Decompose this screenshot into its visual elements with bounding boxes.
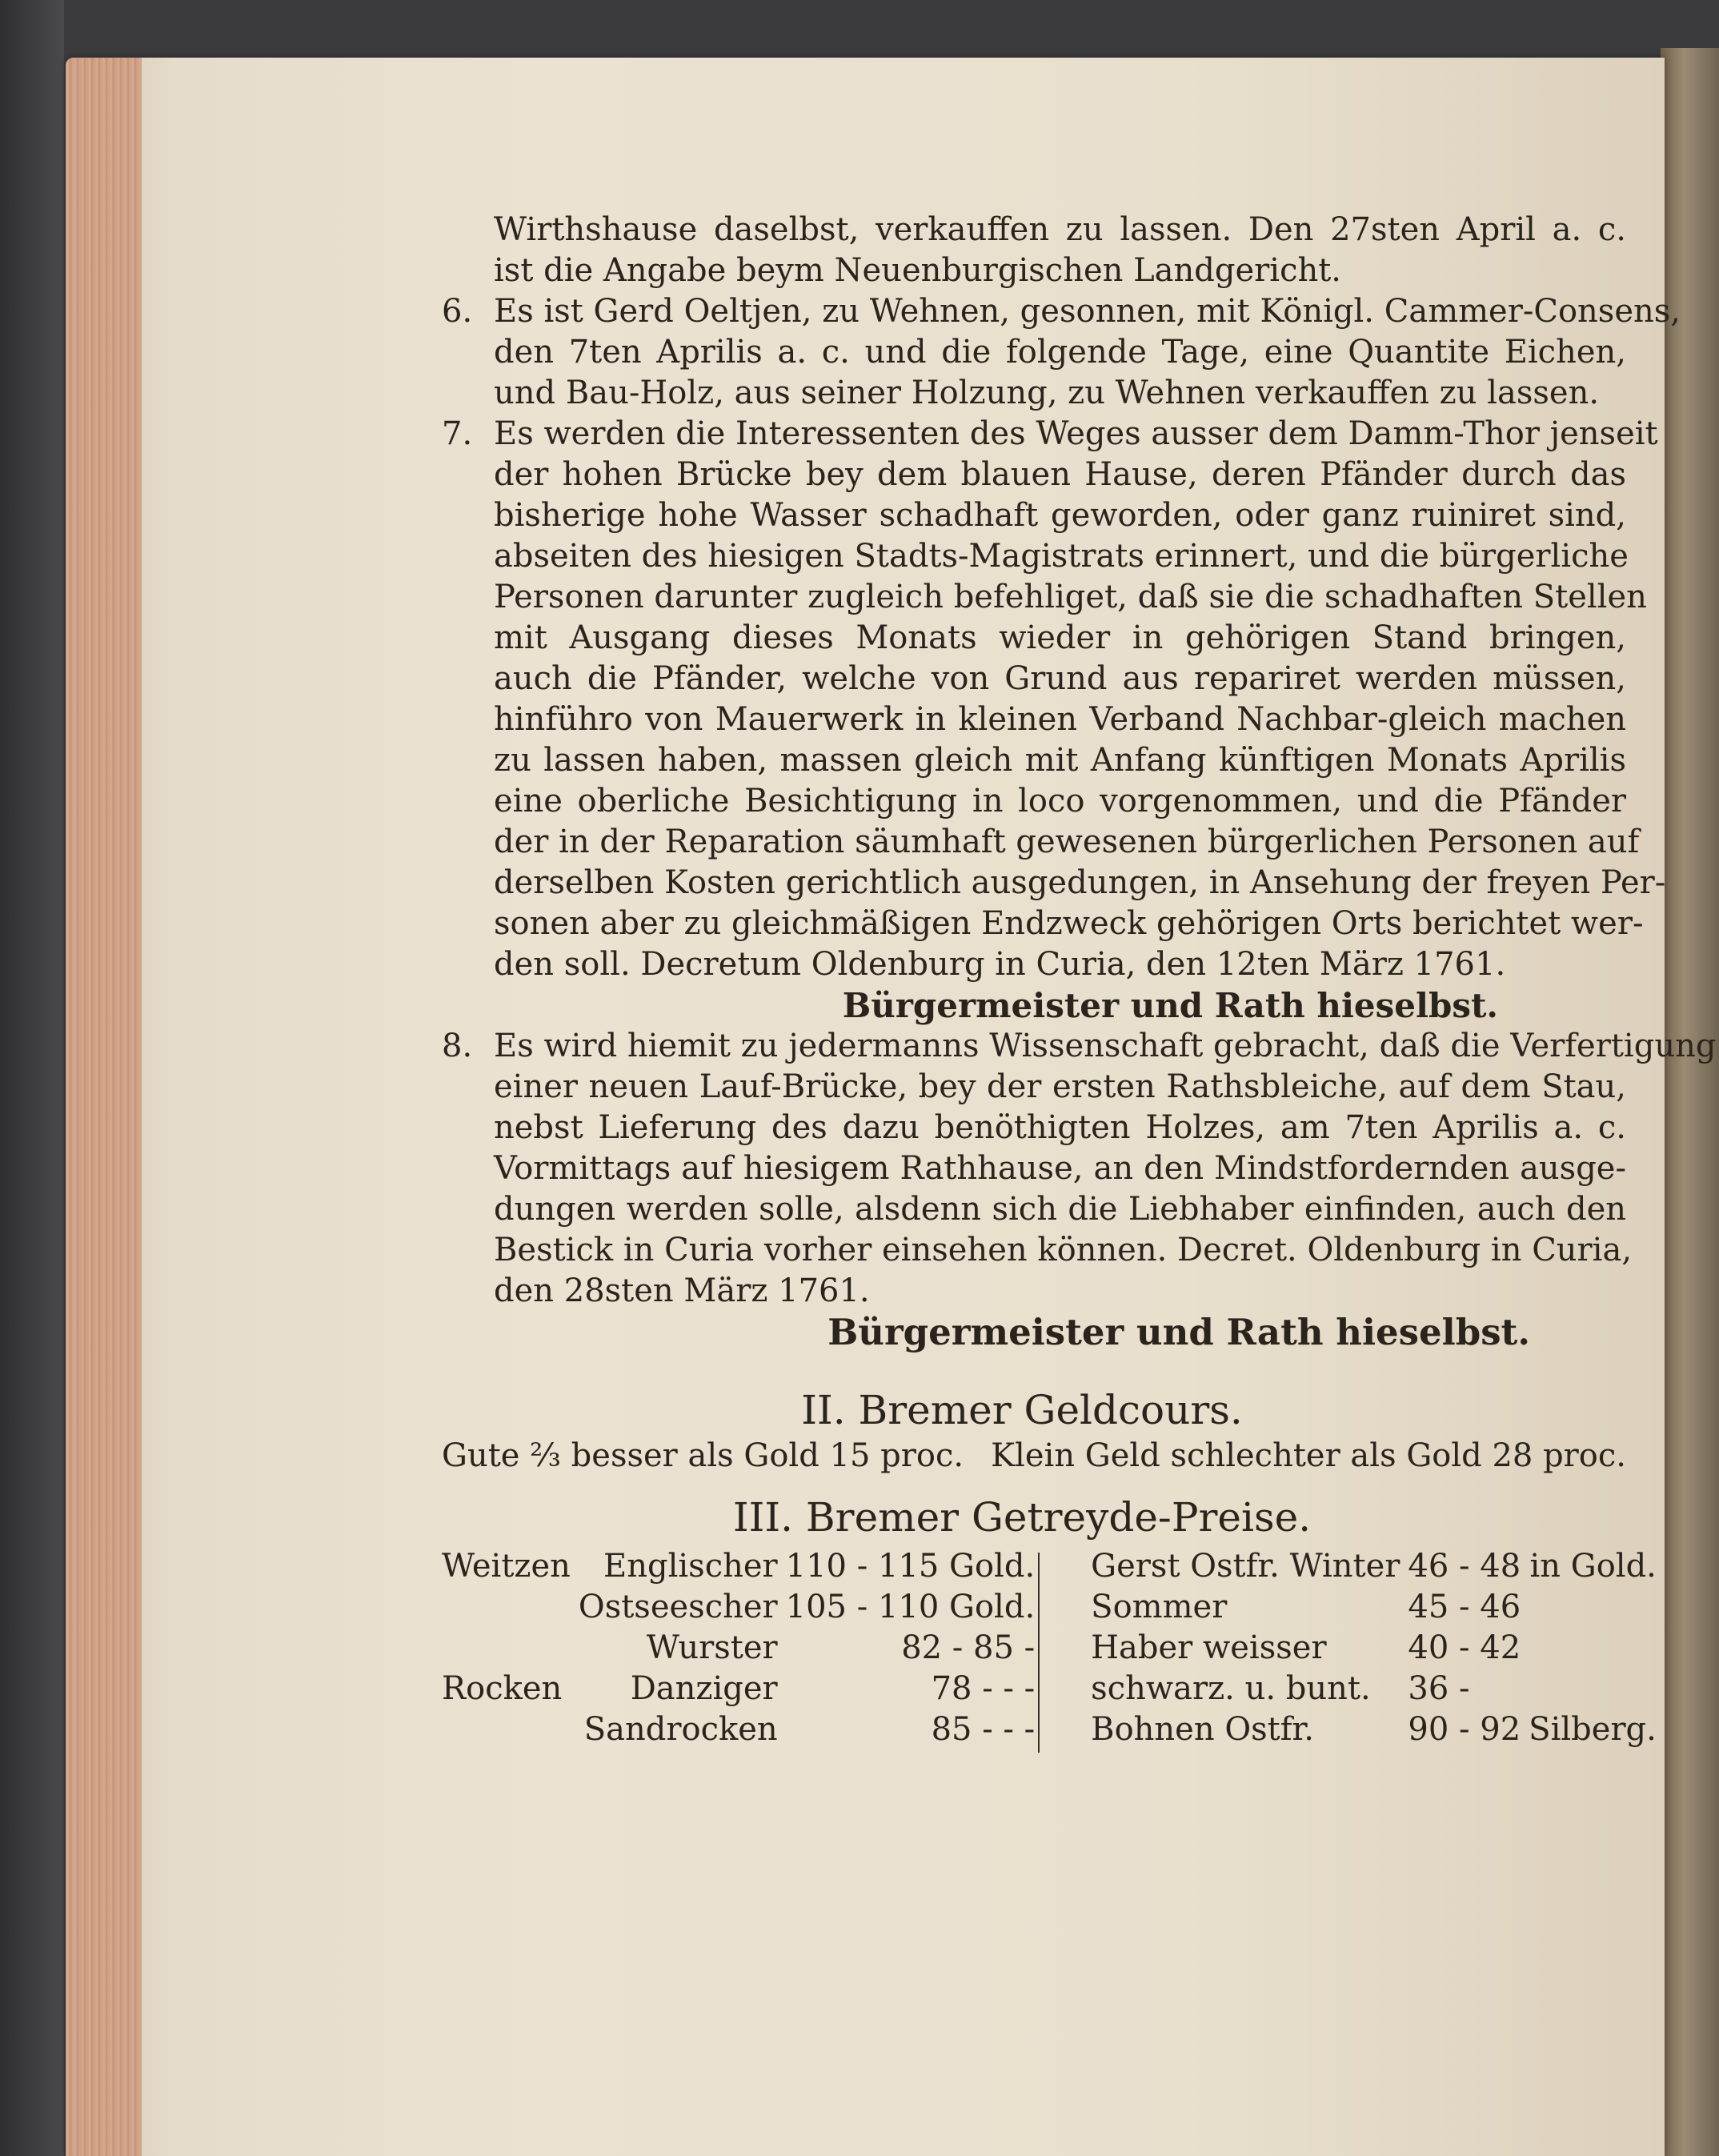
currency-unit (1529, 1628, 1665, 1669)
currency-unit: in Gold. (1529, 1548, 1657, 1585)
text-line: abseiten des hiesigen Stadts-Magistrats erinnert, und die bürgerliche (494, 538, 1629, 575)
exchange-rates (442, 1436, 1626, 1476)
currency-unit: Silberg. (1529, 1711, 1657, 1748)
grain-name: Bohnen Ostfr. (1091, 1711, 1314, 1748)
currency-unit (1529, 1669, 1665, 1709)
text-line: bisherige hohe Wasser schadhaft geworden, oder ganz ruiniret sind, (494, 497, 1626, 534)
section-heading-geldcours: II. Bremer Geldcours. (801, 1387, 1243, 1433)
grain-name: Haber weisser (1091, 1629, 1327, 1666)
price-row (442, 1587, 1665, 1628)
item-number: 8. (442, 1028, 473, 1064)
price-range: 82 - 85 - (901, 1629, 1036, 1666)
rate-left: Gute ⅔ besser als Gold 15 proc. (442, 1437, 964, 1474)
adjacent-page-edge (1661, 48, 1719, 2156)
rate-right: Klein Geld schlechter als Gold 28 proc. (991, 1437, 1626, 1474)
price-row (442, 1709, 1665, 1750)
text-line: den 7ten Aprilis a. c. und die folgende Tage, eine Quantite Eichen, (494, 334, 1626, 371)
text-line: derselben Kosten gerichtlich ausgedungen, in Ansehung der freyen Per- (494, 864, 1666, 901)
page-fore-edge (66, 58, 142, 2156)
text-line: mit Ausgang dieses Monats wieder in gehörigen Stand bringen, (494, 619, 1626, 656)
line-text: Es ist Gerd Oeltjen, zu Wehnen, gesonnen, mit Königl. Cammer-Consens, (494, 293, 1681, 330)
price-range: 36 - (1408, 1670, 1470, 1707)
text-line: Vormittags auf hiesigem Rathhause, an den Mindstfordernden ausge- (494, 1150, 1626, 1187)
item-continued (354, 210, 1626, 291)
text-line (354, 291, 1681, 332)
line-text: Es werden die Interessenten des Weges ausser dem Damm-Thor jenseit (494, 415, 1658, 452)
text-line: der in der Reparation säumhaft gewesenen bürgerlichen Personen auf (494, 824, 1640, 860)
grain-variety: Ostseescher (578, 1589, 778, 1625)
page (66, 58, 1717, 2156)
signature: Bürgermeister und Rath hieselbst. (827, 1311, 1530, 1353)
price-range: 45 - 46 (1408, 1589, 1521, 1625)
price-range: 78 - - - (931, 1670, 1036, 1707)
grain-variety: Danziger (630, 1670, 778, 1707)
signature: Bürgermeister und Rath hieselbst. (842, 986, 1498, 1025)
text-line (354, 414, 1658, 455)
text-line: einer neuen Lauf-Brücke, bey der ersten Rathsbleiche, auf dem Stau, (494, 1068, 1626, 1105)
item-7 (354, 414, 1666, 1026)
grain-name (442, 1587, 579, 1628)
grain-name: Weitzen (442, 1548, 571, 1585)
grain-name (442, 1709, 579, 1750)
price-range: 46 - 48 (1408, 1548, 1521, 1585)
text-line: den 28sten März 1761. (494, 1272, 870, 1309)
text-line: Bestick in Curia vorher einsehen können. Decret. Oldenburg in Curia, (494, 1232, 1633, 1268)
section-heading-getreyde-preise: III. Bremer Getreyde-Preise. (732, 1494, 1312, 1541)
price-table-grid (442, 1546, 1665, 1750)
text-line: nebst Lieferung des dazu benöthigten Holzes, am 7ten Aprilis a. c. (494, 1109, 1626, 1146)
text-line: auch die Pfänder, welche von Grund aus repariret werden müssen, (494, 660, 1626, 697)
price-row (442, 1546, 1665, 1587)
price-range: 85 - - - (931, 1711, 1036, 1748)
item-8 (354, 1026, 1717, 1353)
price-range: 105 - 110 Gold. (785, 1589, 1036, 1625)
price-range: 110 - 115 Gold. (785, 1548, 1036, 1585)
price-row (442, 1669, 1665, 1709)
column-divider (1038, 1553, 1040, 1753)
text-line: sonen aber zu gleichmäßigen Endzweck gehörigen Orts berichtet wer- (494, 905, 1644, 942)
grain-variety: Englischer (603, 1548, 778, 1585)
text-line: den soll. Decretum Oldenburg in Curia, den 12ten März 1761. (494, 946, 1506, 983)
grain-name: Gerst Ostfr. Winter (1091, 1548, 1400, 1585)
currency-unit (1529, 1587, 1665, 1628)
grain-name: schwarz. u. bunt. (1091, 1670, 1371, 1707)
page-content (354, 210, 1717, 1750)
price-range: 90 - 92 (1408, 1711, 1521, 1748)
text-line: dungen werden solle, alsdenn sich die Liebhaber einfinden, auch den (494, 1191, 1626, 1228)
price-row (442, 1628, 1665, 1669)
grain-variety: Sandrocken (583, 1711, 778, 1748)
item-6 (354, 291, 1681, 414)
text-line: Personen darunter zugleich befehliget, daß sie die schadhaften Stellen (494, 579, 1647, 615)
text-line: der hohen Brücke bey dem blauen Hause, deren Pfänder durch das (494, 456, 1626, 493)
price-table (442, 1546, 1657, 1750)
item-number: 6. (442, 293, 473, 330)
grain-name: Sommer (1091, 1589, 1228, 1625)
text-line: ist die Angabe beym Neuenburgischen Landgericht. (494, 252, 1342, 289)
text-line: zu lassen haben, massen gleich mit Anfang künftigen Monats Aprilis (494, 742, 1626, 779)
text-line: hinführo von Mauerwerk in kleinen Verband Nachbar-gleich machen (494, 701, 1626, 738)
text-line (354, 1026, 1717, 1067)
text-line: und Bau-Holz, aus seiner Holzung, zu Wehnen verkauffen zu lassen. (494, 375, 1600, 411)
item-number: 7. (442, 415, 473, 452)
grain-variety: Wurster (646, 1629, 778, 1666)
book-spine-shadow (0, 0, 64, 2156)
text-line: Wirthshause daselbst, verkauffen zu lassen. Den 27sten April a. c. (494, 211, 1626, 248)
text-line: eine oberliche Besichtigung in loco vorgenommen, und die Pfänder (494, 783, 1626, 820)
grain-name (442, 1628, 579, 1669)
grain-name: Rocken (442, 1670, 563, 1707)
line-text: Es wird hiemit zu jedermanns Wissenschaft gebracht, daß die Verfertigung (494, 1028, 1717, 1064)
price-range: 40 - 42 (1408, 1629, 1521, 1666)
